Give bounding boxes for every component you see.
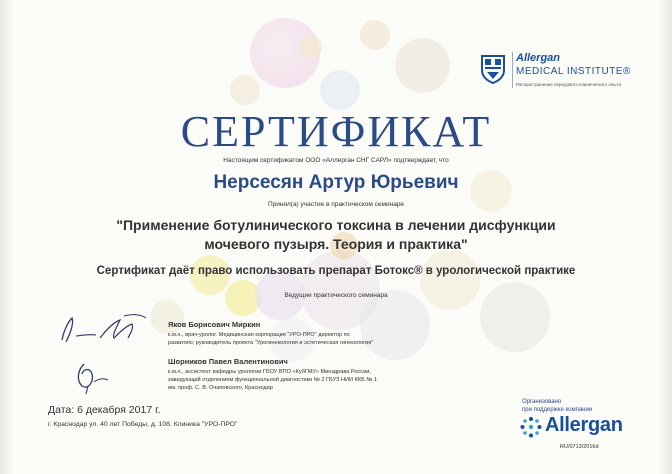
leader-description-line: к.м.н., врач-уролог. Медицинская корпорация "УРО-ПРО" директор по	[168, 332, 350, 338]
organized-by-line: при поддержке компании	[522, 407, 593, 413]
allergan-wordmark: Allergan	[545, 414, 623, 436]
leader-name: Яков Борисович Миркин	[168, 320, 261, 329]
seminar-title-line: "Применение ботулинического токсина в лечении дисфункции	[116, 217, 556, 233]
usage-right-statement: Сертификат даёт право использовать препарат Ботокс® в урологической практике	[96, 265, 576, 277]
allergan-dots-icon	[520, 416, 542, 438]
seminar-title-line: мочевого пузыря. Теория и практика"	[204, 236, 468, 252]
certificate-intro: Настоящим сертификатом ООО «Аллерган СНГ САРЛ» подтверждает, что	[223, 157, 449, 164]
leader-description-line: заведующий отделением функциональной диагностики № 2 ГБУЗ НИИ ККБ № 1	[168, 377, 378, 383]
certificate-date: Дата: 6 декабря 2017 г.	[48, 404, 161, 416]
decor-bubble	[320, 70, 360, 110]
logo-institute: MEDICAL INSTITUTE®	[516, 66, 631, 77]
decor-bubble	[360, 290, 430, 360]
leaders-label: Ведущие практического семинара	[284, 292, 388, 299]
medical-institute-logo	[472, 50, 642, 94]
leader-description-line: к.м.н., ассистент кафедры урологии ГБОУ ВПО «КубГМУ» Минздрава России,	[168, 369, 371, 375]
leader-name: Шорников Павел Валентинович	[168, 357, 288, 366]
leader-description	[168, 368, 418, 392]
decor-bubble	[360, 20, 390, 50]
seminar-title	[0, 216, 672, 254]
document-code: RU/0713/2016d	[560, 444, 599, 450]
recipient-name: Нерсесян Артур Юрьевич	[213, 172, 459, 193]
decor-bubble	[230, 75, 260, 105]
clinic-address: г. Краснодар ул. 40 лет Победы, д. 108. Клиника "УРО-ПРО"	[48, 421, 238, 428]
shield-icon	[480, 54, 506, 84]
leader-description-line: им. проф. С. В. Очаповского, Краснодар	[168, 385, 273, 391]
decor-bubble	[395, 38, 450, 93]
decor-bubble	[420, 250, 480, 310]
logo-brand-name: Allergan	[516, 52, 561, 64]
certificate-title: СЕРТИФИКАТ	[180, 107, 492, 156]
organized-by-label	[522, 398, 612, 414]
signature-mirkin	[54, 308, 152, 348]
leader-description	[168, 331, 418, 347]
logo-divider	[512, 52, 513, 88]
leader-description-line: развитию; руководитель проекта "Урогинекология и эстетическая гинекология"	[168, 340, 374, 346]
signature-drawing	[54, 356, 152, 396]
signature-drawing	[54, 308, 152, 348]
logo-tagline: Распространение передового клинического опыта	[516, 82, 621, 87]
decor-bubble	[300, 36, 322, 58]
signature-shornikov	[54, 356, 152, 396]
allergan-logo	[520, 414, 630, 440]
participation-line: Принял(а) участие в практическом семинаре	[267, 201, 405, 208]
organized-by-line: Организовано	[522, 399, 562, 405]
